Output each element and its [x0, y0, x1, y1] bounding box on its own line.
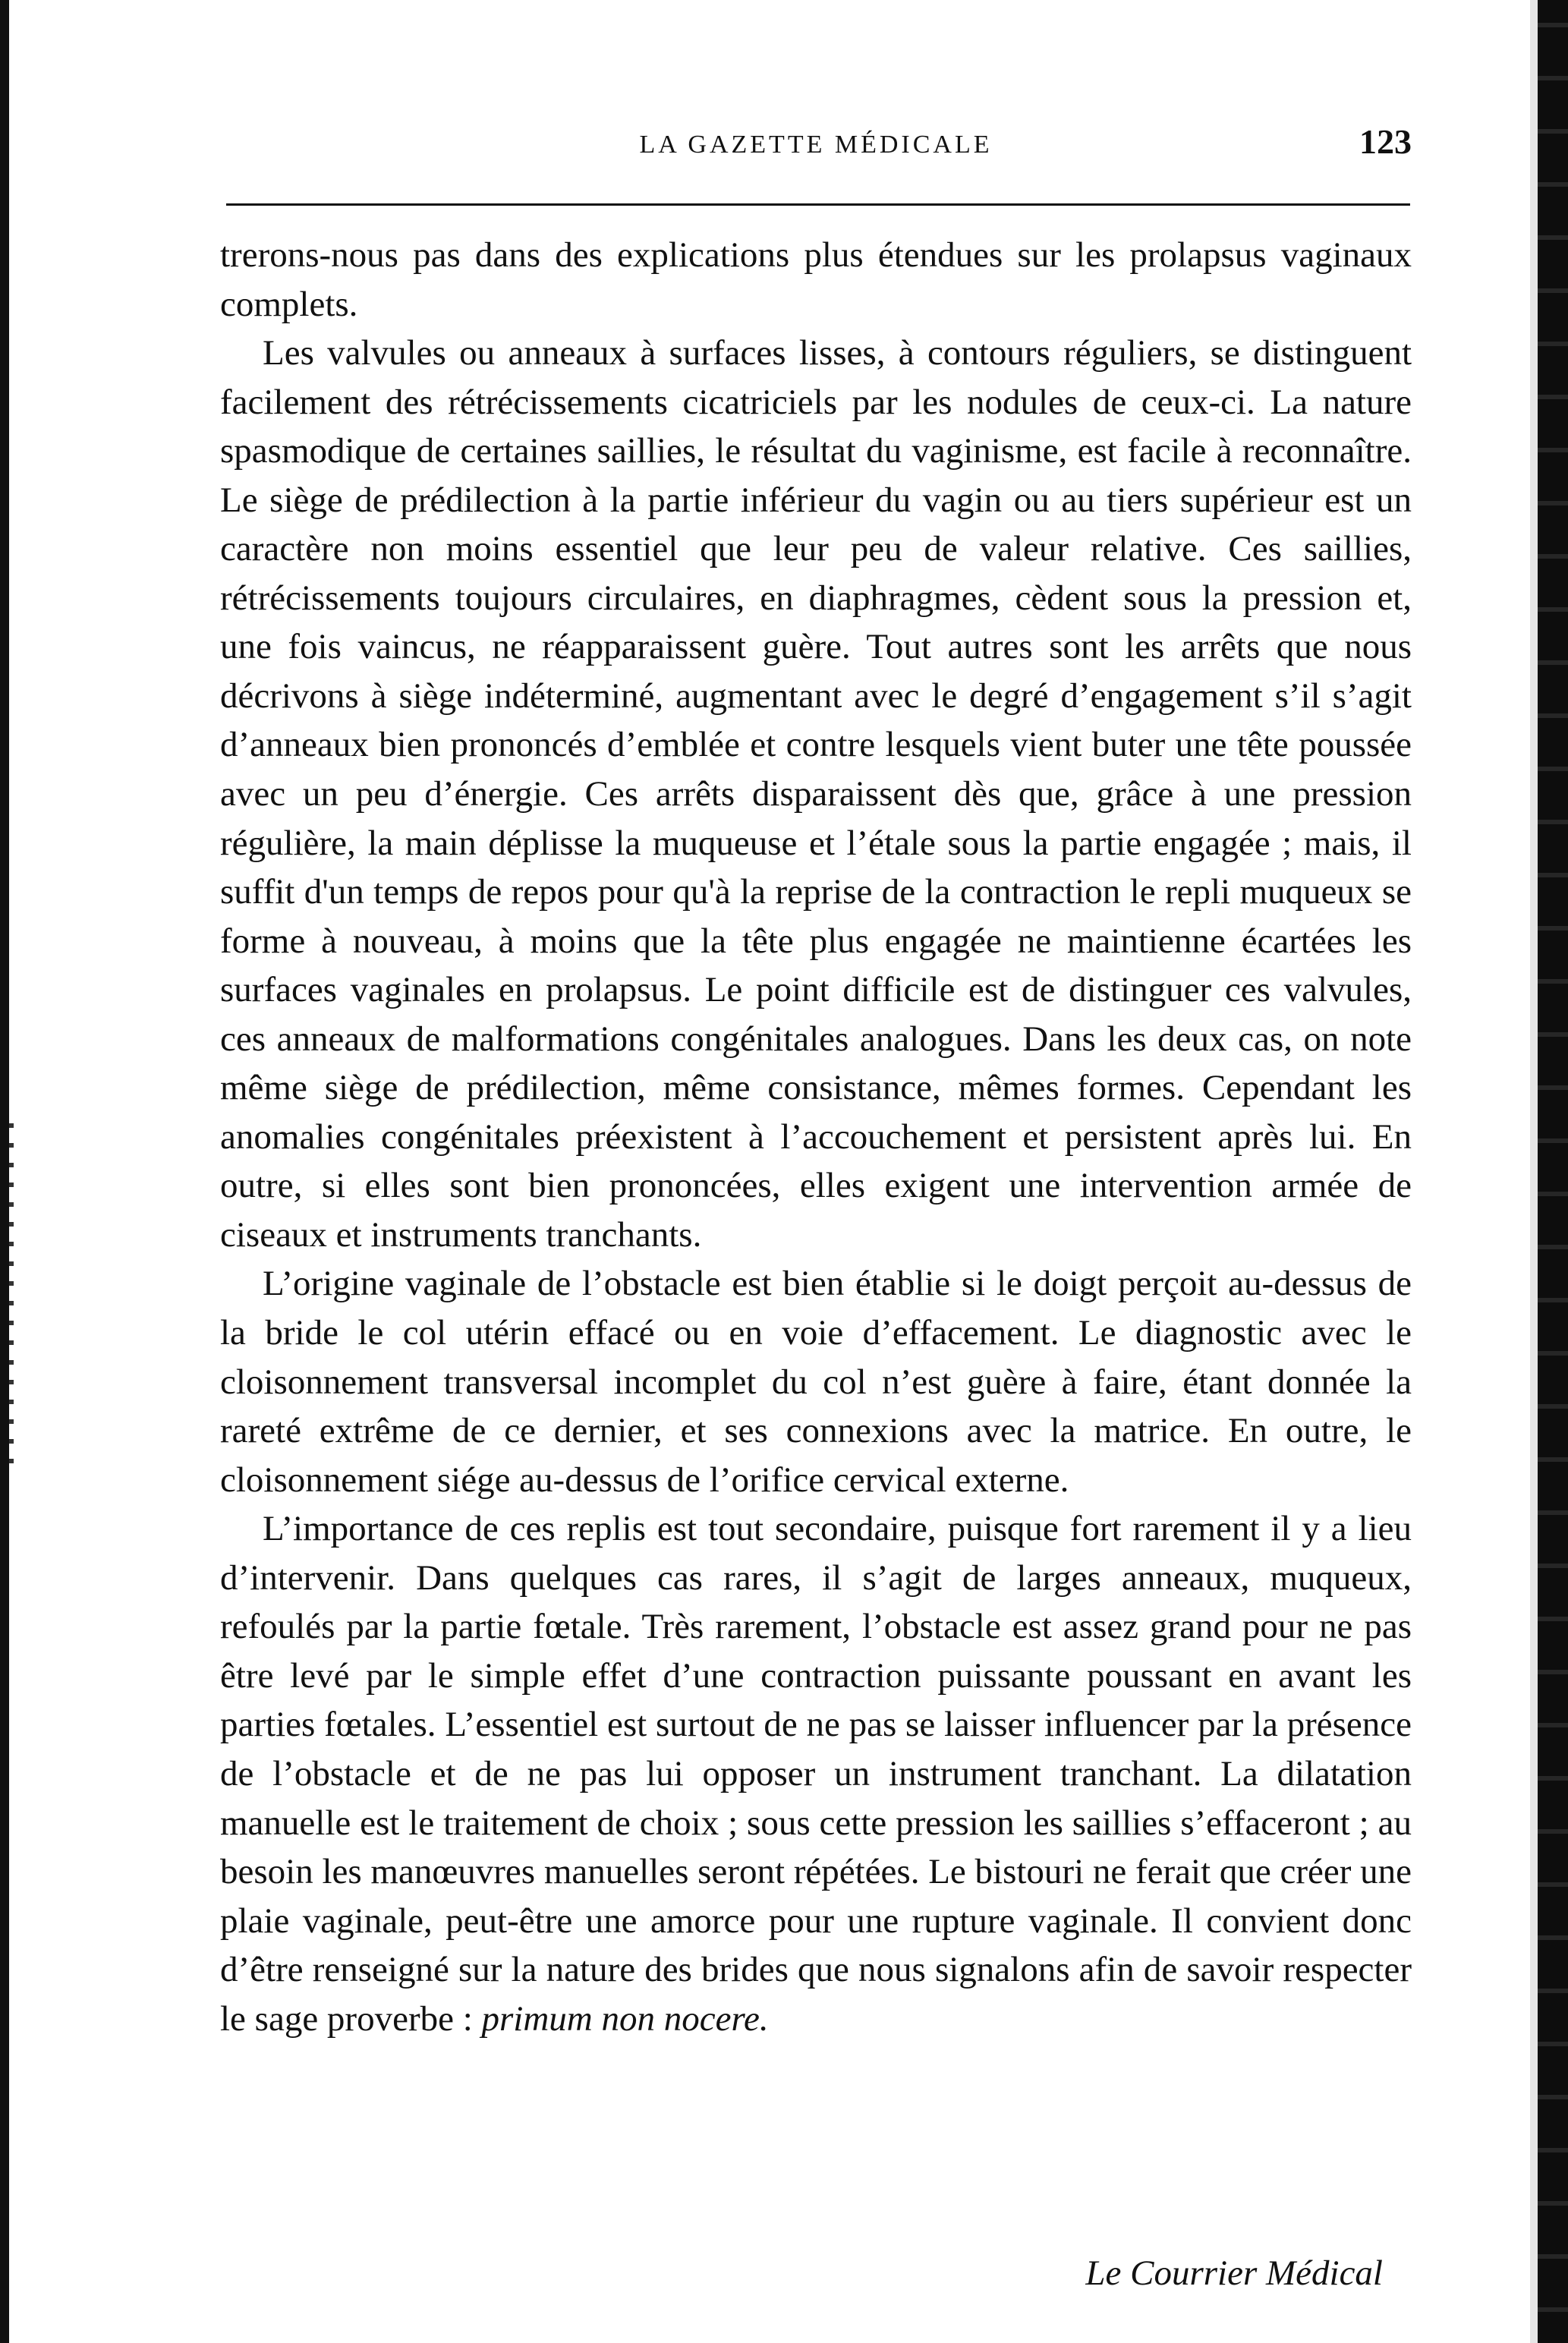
paragraph-continuation: trerons-nous pas dans des explications plus étendues sur les prolapsus vaginaux complets.: [220, 235, 1412, 324]
paragraph-importance-text: L’importance de ces replis est tout secondaire, puisque fort rarement il y a lieu d’intervenir. Dans quelques cas rares, il s’agit de larges anneaux, muqueux, refoulés par la partie fœtale. Très rarement, l’obstacle est assez grand pour ne pas être levé par le simple effet d’une contraction puissante poussant en avant les parties fœtales. L’essentiel est surtout de ne pas se laisser influencer par la présence de l’obstacle et de ne pas lui opposer un instrument tranchant. La dilatation manuelle est le traitement de choix ; sous cette pression les saillies s’effaceront ; au besoin les manœuvres manuelles seront répétées. Le bistouri ne ferait que créer une plaie vaginale, peut-être une amorce pour une rupture vaginale. Il convient donc d’être renseigné sur la nature des brides que nous signalons afin de savoir respecter le sage proverbe :: [220, 1509, 1412, 2039]
page-number: 123: [1359, 122, 1412, 161]
source-signature: Le Courrier Médical: [1085, 2253, 1383, 2293]
closing-quote: primum non nocere.: [481, 1998, 769, 2039]
running-title: LA GAZETTE MÉDICALE: [639, 131, 993, 159]
paragraph-origine: L’origine vaginale de l’obstacle est bien établie si le doigt perçoit au-dessus de la bride le col utérin effacé ou en voie d’effacement. Le diagnostic avec le cloisonnement transversal incomplet du col n’est guère à faire, étant donnée la rareté extrême de ce dernier, et ses connexions avec la matrice. En outre, le cloisonnement siége au-dessus de l’orifice cervical externe.: [220, 1264, 1412, 1500]
scan-border-left-marks: [9, 1123, 14, 1472]
header-rule: [226, 203, 1410, 206]
paragraph-valvules: Les valvules ou anneaux à surfaces lisses, à contours réguliers, se distinguent facilement des rétrécissements cicatriciels par les nodules de ceux-ci. La nature spasmodique de certaines saillies, le résultat du vaginisme, est facile à reconnaître. Le siège de prédilection à la partie inférieur du vagin ou au tiers supérieur est un caractère non moins essentiel que leur peu de valeur relative. Ces saillies, rétrécissements toujours circulaires, en diaphragmes, cèdent sous la pression et, une fois vaincus, ne réapparaissent guère. Tout autres sont les arrêts que nous décrivons à siège indéterminé, augmentant avec le degré d’engagement s’il s’agit d’anneaux bien prononcés d’emblée et contre lesquels vient buter une tête poussée avec un peu d’énergie. Ces arrêts disparaissent dès que, grâce à une pression régulière, la main déplisse la muqueuse et l’étale sous la partie engagée ; mais, il suffit d'un temps de repos pour qu'à la reprise de la contraction le repli muqueux se forme à nouveau, à moins que la tête plus engagée ne maintienne écartées les surfaces vaginales en prolapsus. Le point difficile est de distinguer ces valvules, ces anneaux de malformations congénitales analogues. Dans les deux cas, on note même siège de prédilection, même consistance, mêmes formes. Cependant les anomalies congénitales préexistent à l’accouchement et persistent après lui. En outre, si elles sont bien prononcées, elles exigent une intervention armée de ciseaux et instruments tranchants.: [220, 333, 1412, 1255]
scan-border-right: [1538, 0, 1568, 2343]
scan-border-right-shadow: [1530, 0, 1538, 2343]
article-body: [220, 231, 1412, 2043]
signature-line: [220, 2253, 1412, 2303]
paragraph-importance: [220, 1504, 1412, 2043]
page-header: [220, 121, 1412, 175]
scan-border-left: [0, 0, 9, 2343]
